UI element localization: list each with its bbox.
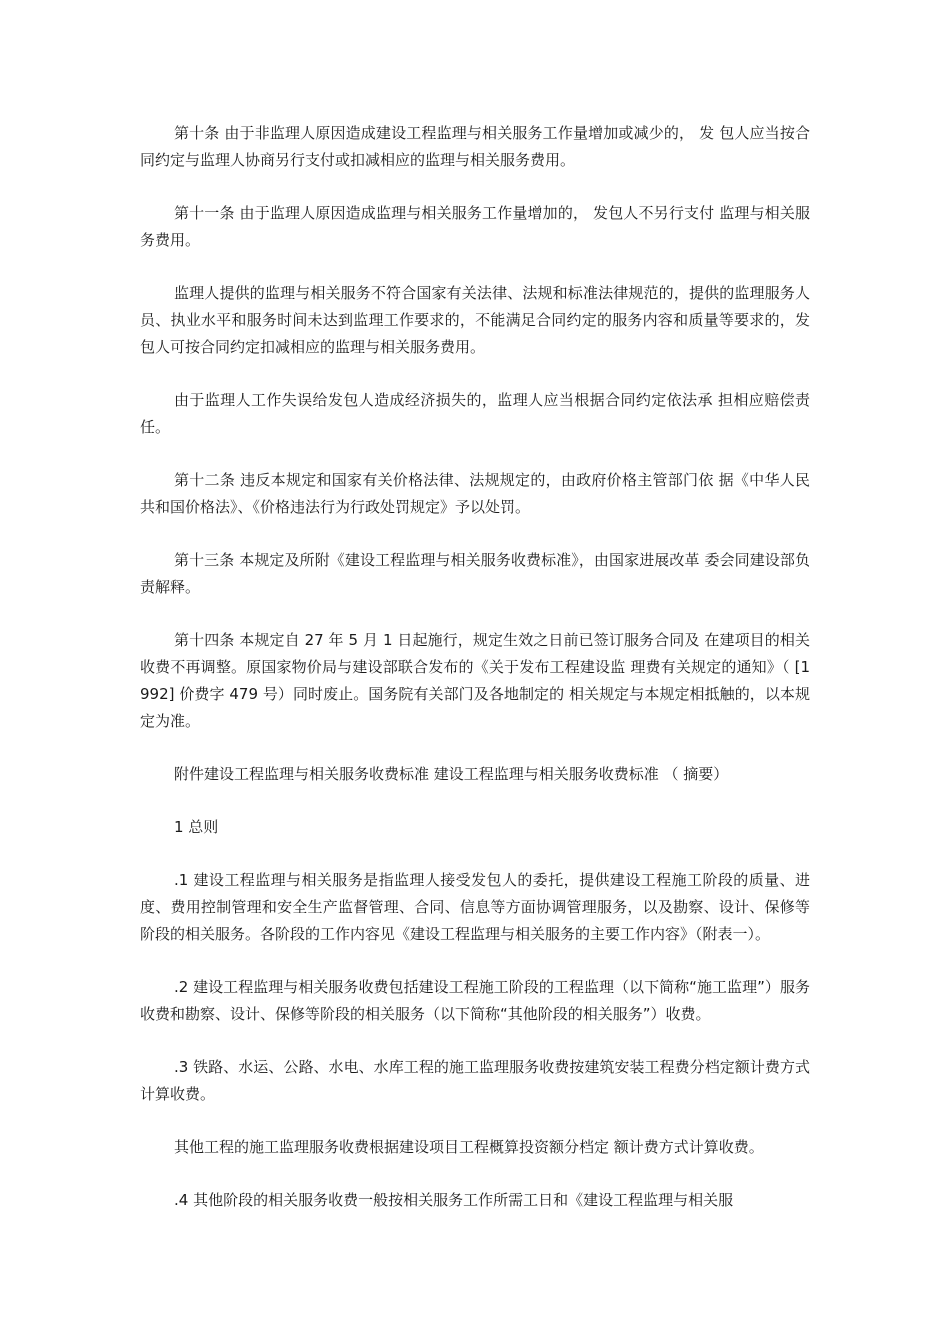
article-13-paragraph: 第十三条 本规定及所附《建设工程监理与相关服务收费标准》，由国家进展改革 委会同建设部负责解释。 (140, 551, 810, 596)
clause-1-3-paragraph: .3 铁路、水运、公路、水电、水库工程的施工监理服务收费按建筑安装工程费分档定额计费方式计算收费。 (140, 1058, 810, 1103)
clause-1-4-paragraph: .4 其他阶段的相关服务收费一般按相关服务工作所需工日和《建设工程监理与相关服 (174, 1191, 734, 1209)
article-12-paragraph: 第十二条 违反本规定和国家有关价格法律、法规规定的，由政府价格主管部门依 据《中华人民共和国价格法》、《价格违法行为行政处罚规定》予以处罚。 (140, 471, 810, 516)
other-works-paragraph: 其他工程的施工监理服务收费根据建设项目工程概算投资额分档定 额计费方式计算收费。 (174, 1138, 764, 1156)
attachment-heading: 附件建设工程监理与相关服务收费标准 建设工程监理与相关服务收费标准 （ 摘要） (174, 765, 729, 783)
service-deduction-paragraph: 监理人提供的监理与相关服务不符合国家有关法律、法规和标准法律规范的，提供的监理服务人员、执业水平和服务时间未达到监理工作要求的，不能满足合同约定的服务内容和质量等要求的，发包人可按合同约定扣减相应的监理与相关服务费用。 (140, 284, 810, 356)
clause-1-2-paragraph: .2 建设工程监理与相关服务收费包括建设工程施工阶段的工程监理（以下简称“施工监理”）服务收费和勘察、设计、保修等阶段的相关服务（以下简称“其他阶段的相关服务”）收费。 (140, 978, 810, 1023)
article-10-paragraph: 第十条 由于非监理人原因造成建设工程监理与相关服务工作量增加或减少的， 发 包人应当按合同约定与监理人协商另行支付或扣减相应的监理与相关服务费用。 (140, 124, 810, 169)
liability-paragraph: 由于监理人工作失误给发包人造成经济损失的，监理人应当根据合同约定依法承 担相应赔偿责任。 (140, 391, 810, 436)
section-1-heading: 1 总则 (174, 818, 219, 836)
article-14-paragraph: 第十四条 本规定自 27 年 5 月 1 日起施行，规定生效之日前已签订服务合同及 在建项目的相关收费不再调整。原国家物价局与建设部联合发布的《关于发布工程建设监 理费有关规定的通知》（ [1992] 价费字 479 号）同时废止。国务院有关部门及各地制定的 相关规定与本规定相抵触的，以本规定为准。 (140, 631, 810, 730)
clause-1-1-paragraph: .1 建设工程监理与相关服务是指监理人接受发包人的委托，提供建设工程施工阶段的质量、进度、费用控制管理和安全生产监督管理、合同、信息等方面协调管理服务，以及勘察、设计、保修等阶段的相关服务。各阶段的工作内容见《建设工程监理与相关服务的主要工作内容》（附表一）。 (140, 871, 810, 943)
document-body (140, 120, 810, 1240)
article-11-paragraph: 第十一条 由于监理人原因造成监理与相关服务工作量增加的， 发包人不另行支付 监理与相关服务费用。 (140, 204, 810, 249)
